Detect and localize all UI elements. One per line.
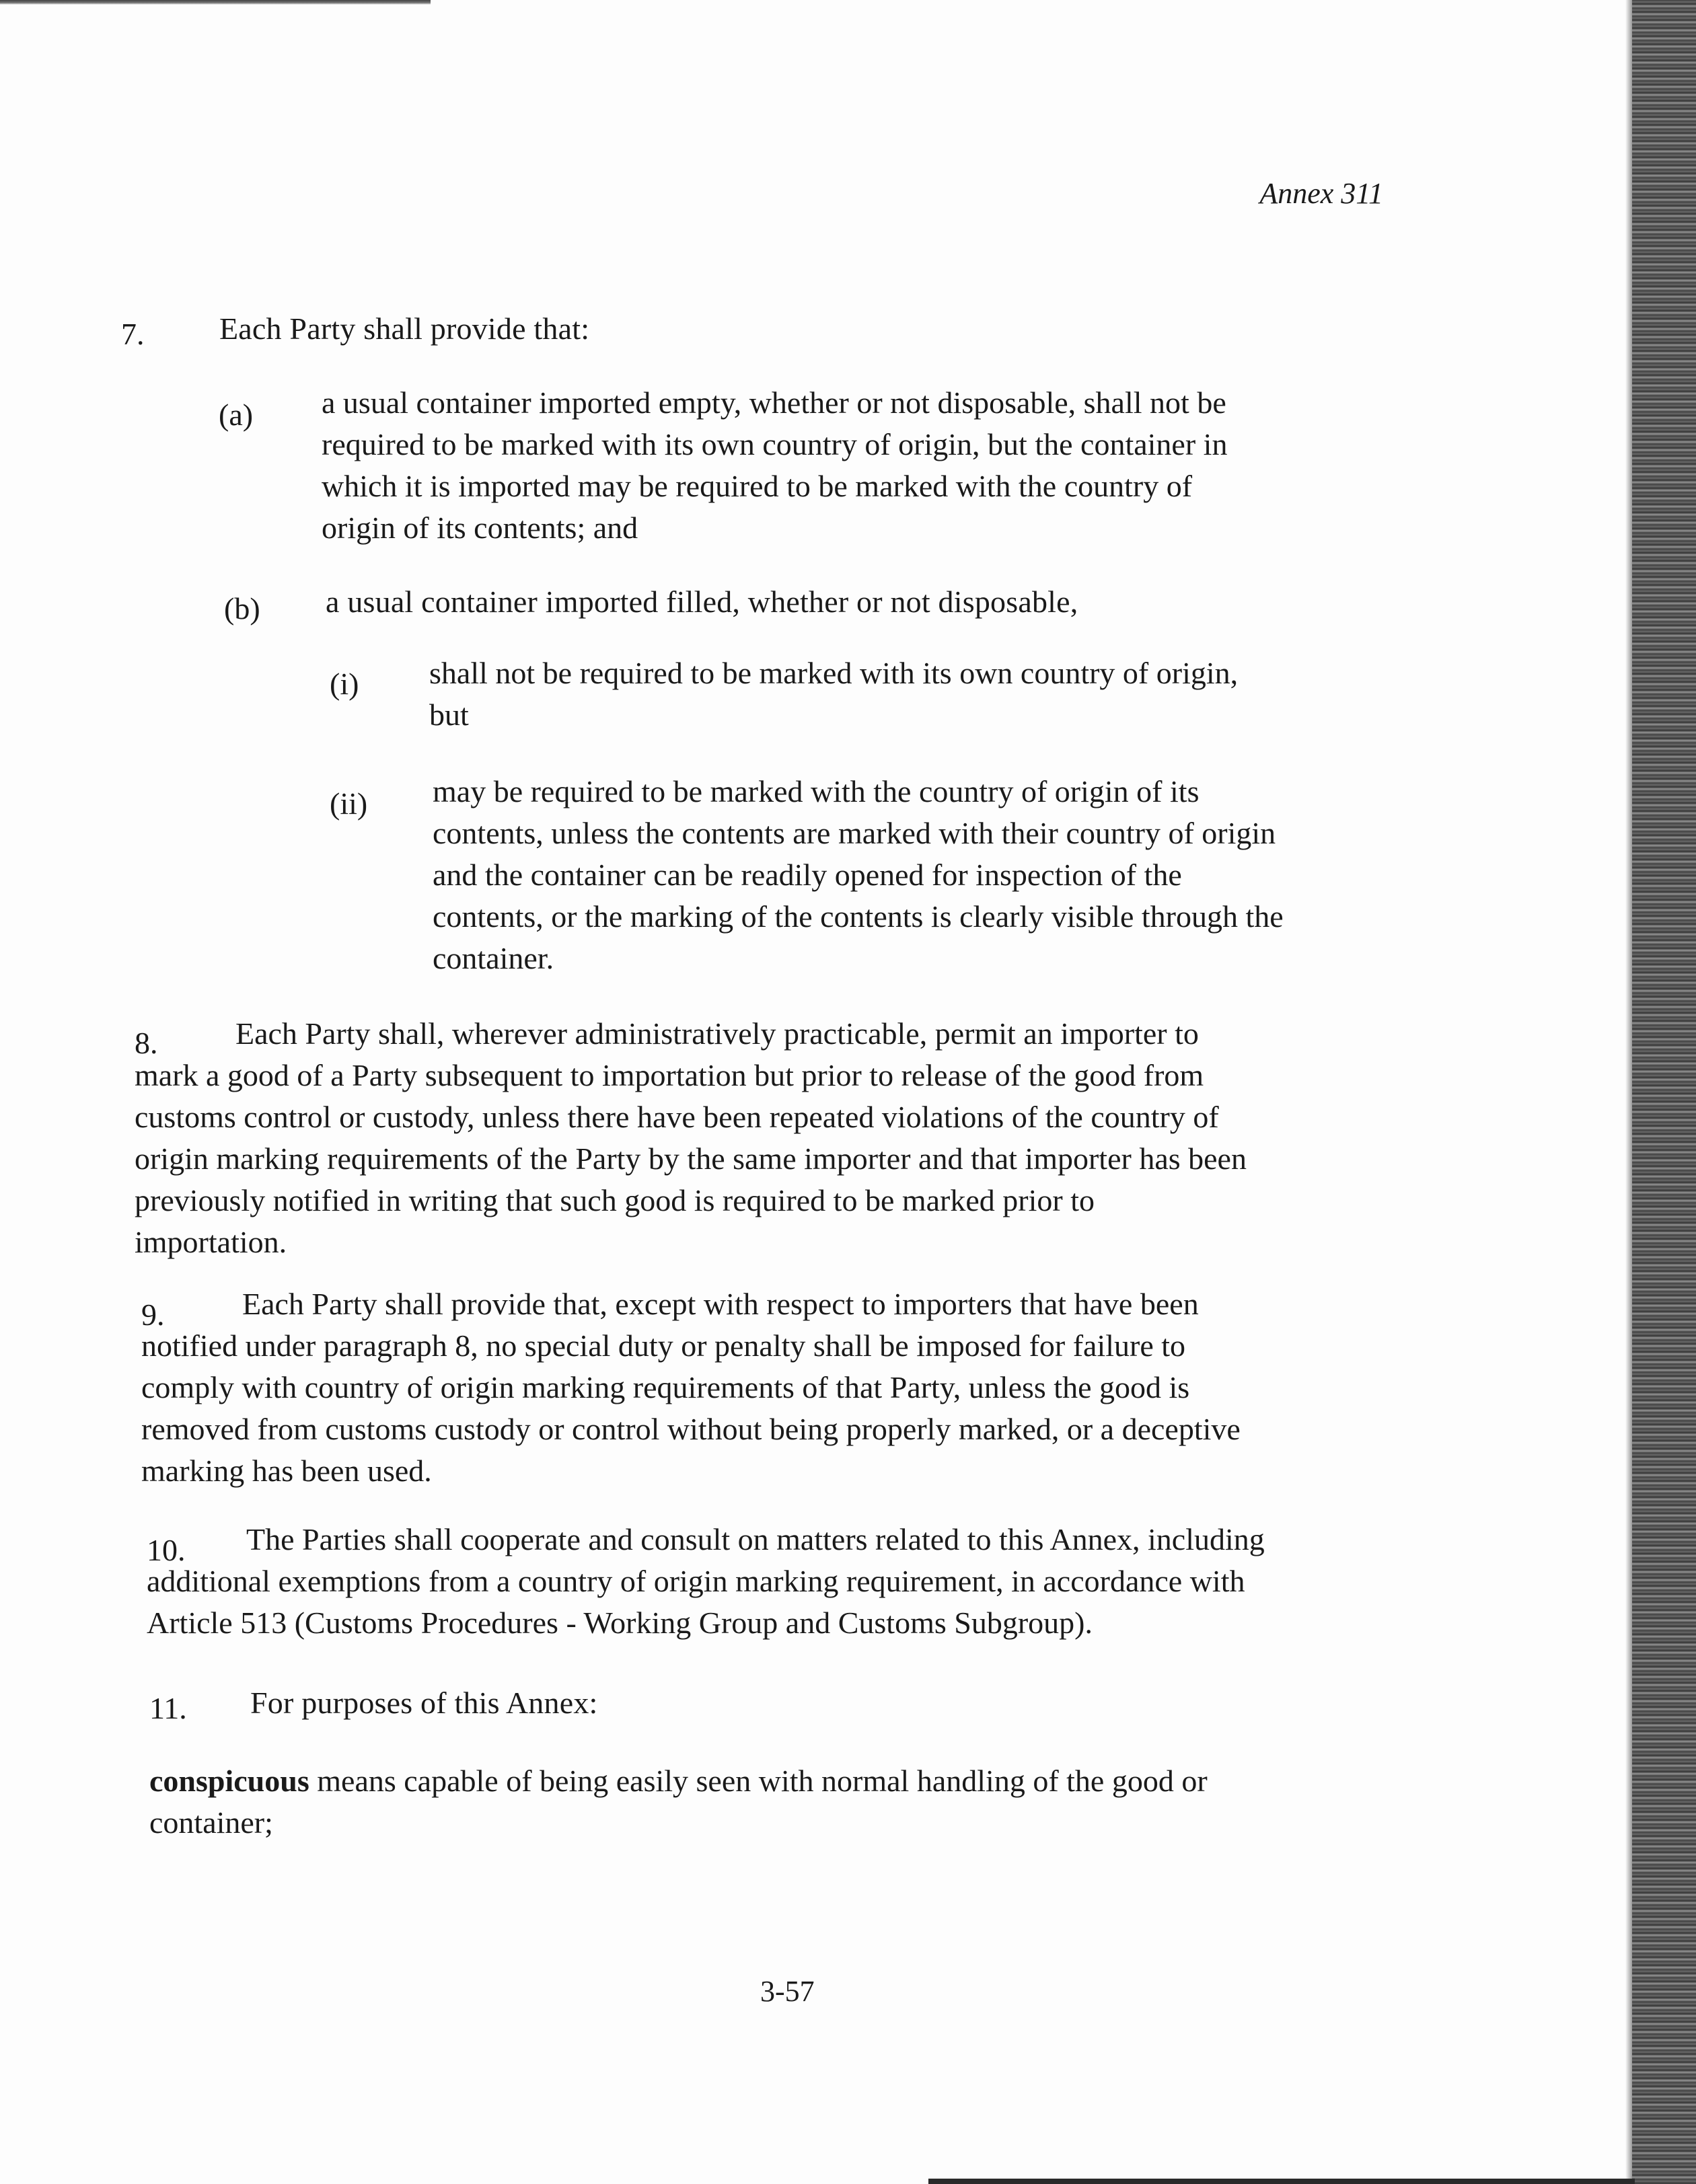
item-a-line: origin of its contents; and <box>322 511 638 545</box>
definition-term: conspicuous <box>149 1764 309 1798</box>
item-b-ii-text <box>433 771 1284 979</box>
item-b-i-label: (i) <box>330 667 359 701</box>
definition-line <box>149 1760 1428 1802</box>
item-a-line: which it is imported may be required to be marked with the country of <box>322 469 1193 503</box>
item-b-ii-line: contents, or the marking of the contents is clearly visible through the <box>433 899 1284 934</box>
item-b-ii-line: contents, unless the contents are marked with their country of origin <box>433 816 1276 850</box>
item-b-i-text <box>429 652 1238 736</box>
item-b-i-line: but <box>429 698 469 732</box>
paragraph-11-number: 11. <box>149 1691 187 1725</box>
paragraph-10-line: Article 513 (Customs Procedures - Working Group and Customs Subgroup). <box>147 1606 1093 1640</box>
paragraph-9-line: notified under paragraph 8, no special duty or penalty shall be imposed for failure to <box>141 1328 1186 1363</box>
item-b-ii-line: may be required to be marked with the country of origin of its <box>433 774 1200 808</box>
item-b-text: a usual container imported filled, whether or not disposable, <box>326 585 1078 619</box>
definition-text: means capable of being easily seen with normal handling of the good or <box>309 1764 1208 1798</box>
paragraph-8-line: previously notified in writing that such good is required to be marked prior to <box>135 1183 1095 1217</box>
item-b-ii-line: and the container can be readily opened for inspection of the <box>433 858 1182 892</box>
paragraph-11-intro: For purposes of this Annex: <box>250 1686 598 1720</box>
paragraph-9-text <box>141 1283 1420 1492</box>
item-a-line: a usual container imported empty, whether or not disposable, shall not be <box>322 385 1226 420</box>
paragraph-10-number: 10. <box>147 1533 186 1567</box>
scan-artifact-bottom <box>928 2179 1635 2184</box>
paragraph-9-line: removed from customs custody or control without being properly marked, or a deceptive <box>141 1412 1241 1446</box>
paragraph-7-intro: Each Party shall provide that: <box>219 311 590 346</box>
paragraph-10-line: additional exemptions from a country of origin marking requirement, in accordance with <box>147 1564 1245 1598</box>
paragraph-8-line: importation. <box>135 1225 287 1259</box>
paragraph-9-number: 9. <box>141 1297 165 1332</box>
scan-artifact-right-edge <box>1632 0 1696 2184</box>
scan-artifact-top <box>0 0 431 5</box>
item-a-line: required to be marked with its own country of origin, but the container in <box>322 427 1228 461</box>
annex-header: Annex 311 <box>1259 177 1383 210</box>
page-number: 3-57 <box>760 1975 815 2008</box>
scan-shadow <box>1625 0 1632 2184</box>
item-b-i-line: shall not be required to be marked with its own country of origin, <box>429 656 1239 690</box>
paragraph-8-line: Each Party shall, wherever administratively practicable, permit an importer to <box>235 1016 1199 1051</box>
paragraph-9-line: comply with country of origin marking requirements of that Party, unless the good is <box>141 1370 1190 1404</box>
item-b-ii-line: container. <box>433 941 554 975</box>
item-a-text <box>322 382 1227 549</box>
paragraph-10-line: The Parties shall cooperate and consult on matters related to this Annex, including <box>246 1522 1265 1556</box>
paragraph-8-line: origin marking requirements of the Party by the same importer and that importer has been <box>135 1141 1247 1176</box>
item-b-ii-label: (ii) <box>330 786 368 821</box>
paragraph-8-text <box>135 1013 1413 1263</box>
item-a-label: (a) <box>219 398 254 432</box>
paragraph-8-line: mark a good of a Party subsequent to importation but prior to release of the good from <box>135 1058 1204 1092</box>
paragraph-10-text <box>147 1519 1425 1644</box>
paragraph-9-line: marking has been used. <box>141 1454 432 1488</box>
definition-conspicuous <box>149 1760 1428 1844</box>
item-b-label: (b) <box>224 591 260 626</box>
paragraph-7-number: 7. <box>121 317 145 351</box>
paragraph-9-line: Each Party shall provide that, except with respect to importers that have been <box>242 1287 1199 1321</box>
paragraph-8-line: customs control or custody, unless there have been repeated violations of the country of <box>135 1100 1219 1134</box>
definition-line: container; <box>149 1805 273 1840</box>
paragraph-8-number: 8. <box>135 1026 158 1060</box>
